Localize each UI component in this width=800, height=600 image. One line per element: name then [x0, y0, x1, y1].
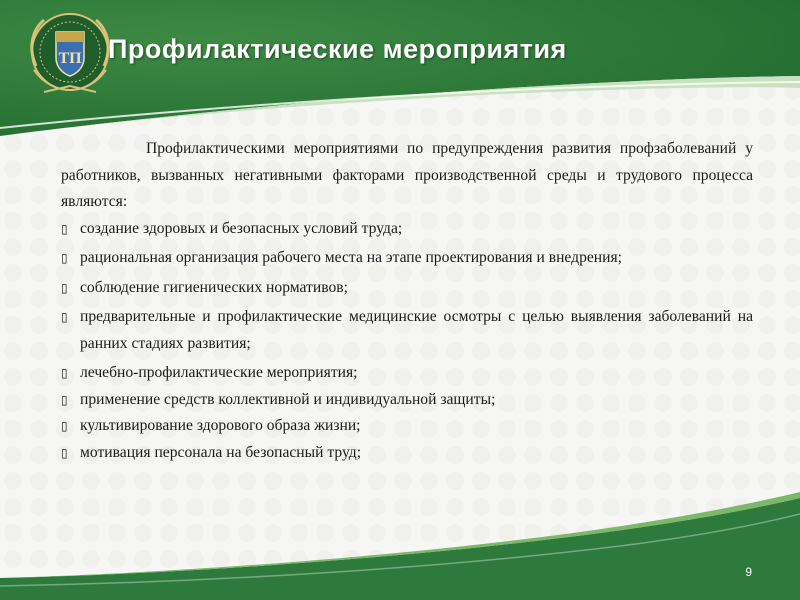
emblem-monogram: ТП	[58, 50, 82, 67]
bullet-box-icon: ▯	[61, 419, 68, 433]
bullet-box-icon: ▯	[61, 445, 68, 460]
bullet-box-icon: ▯	[61, 280, 68, 295]
list-item	[61, 360, 753, 387]
bullet-box-icon: ▯	[61, 310, 68, 324]
list-item	[61, 387, 753, 414]
list-item	[61, 304, 753, 357]
list-item-text: лечебно-профилактические мероприятия;	[80, 364, 358, 381]
list-item	[61, 216, 753, 243]
list-item	[61, 275, 753, 302]
bullet-box-icon: ▯	[61, 251, 68, 265]
list-item-text: применение средств коллективной и индивидуальной защиты;	[80, 390, 496, 408]
slide-title: Профилактические мероприятия	[108, 34, 567, 64]
list-item-text: соблюдение гигиенических нормативов;	[80, 278, 348, 296]
list-item-text: создание здоровых и безопасных условий труда;	[80, 219, 403, 237]
list-item-text: мотивация персонала на безопасный труд;	[80, 443, 362, 461]
bullet-box-icon: ▯	[61, 366, 68, 380]
list-item	[61, 413, 753, 440]
slide-content	[61, 136, 753, 466]
page-number: 9	[745, 565, 752, 579]
list-item-text: рациональная организация рабочего места на этапе проектирования и внедрения;	[80, 249, 622, 266]
bullet-box-icon: ▯	[61, 221, 68, 236]
list-item	[61, 245, 753, 272]
list-item-text: предварительные и профилактические медицинские осмотры с целью выявления заболеваний на ранних стадиях развития;	[80, 308, 753, 352]
measures-list	[61, 216, 753, 467]
bullet-box-icon: ▯	[61, 392, 68, 407]
list-item	[61, 440, 753, 467]
list-item-text: культивирование здорового образа жизни;	[80, 417, 361, 434]
intro-paragraph: Профилактическими мероприятиями по предупреждения развития профзаболеваний у работников, вызванных негативными факторами производственной среды и трудового процесса являются:	[61, 140, 753, 210]
